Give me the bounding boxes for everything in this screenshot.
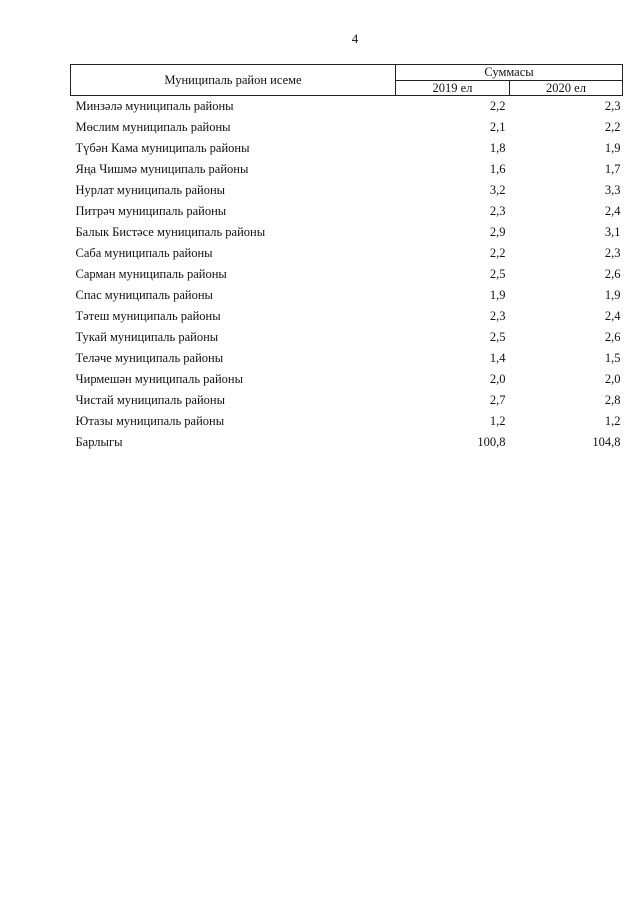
- table-row: [71, 117, 623, 138]
- district-name-header: Муниципаль район исеме: [71, 65, 396, 96]
- value-2020-cell: 1,2: [604, 414, 621, 428]
- table-row: [71, 285, 623, 306]
- value-2020-cell: 3,1: [604, 225, 621, 239]
- value-2019-cell: 2,9: [489, 225, 506, 239]
- value-2020-cell: 1,7: [604, 162, 621, 176]
- value-2019-cell: 2,0: [489, 372, 506, 386]
- value-2019-cell: 2,1: [489, 120, 506, 134]
- value-2020-cell: 2,6: [604, 267, 621, 281]
- value-2020-cell: 2,3: [604, 99, 621, 113]
- value-2019-cell: 2,7: [489, 393, 506, 407]
- total-row: [71, 432, 623, 453]
- value-2020-cell: 2,3: [604, 246, 621, 260]
- district-name-cell: Барлыгы: [75, 435, 123, 449]
- value-2020-cell: 104,8: [592, 435, 621, 449]
- value-2020-cell: 3,3: [604, 183, 621, 197]
- value-2019-cell: 1,9: [489, 288, 506, 302]
- district-name-cell: Минзәлә муниципаль районы: [75, 99, 234, 113]
- year-2019-header: 2019 ел: [396, 81, 510, 96]
- value-2019-cell: 3,2: [489, 183, 506, 197]
- table-row: [71, 222, 623, 243]
- value-2020-cell: 2,6: [604, 330, 621, 344]
- value-2019-cell: 1,2: [489, 414, 506, 428]
- table-row: [71, 201, 623, 222]
- district-name-cell: Чистай муниципаль районы: [75, 393, 225, 407]
- value-2020-cell: 2,0: [604, 372, 621, 386]
- table-row: [71, 96, 623, 118]
- district-name-cell: Тәтеш муниципаль районы: [75, 309, 221, 323]
- value-2020-cell: 2,4: [604, 309, 621, 323]
- district-name-cell: Мөслим муниципаль районы: [75, 120, 231, 134]
- value-2019-cell: 2,5: [489, 330, 506, 344]
- table-row: [71, 159, 623, 180]
- district-name-cell: Тукай муниципаль районы: [75, 330, 219, 344]
- value-2019-cell: 2,3: [489, 309, 506, 323]
- district-name-cell: Теләче муниципаль районы: [75, 351, 224, 365]
- district-name-cell: Чирмешән муниципаль районы: [75, 372, 243, 386]
- district-name-cell: Саба муниципаль районы: [75, 246, 213, 260]
- table-row: [71, 327, 623, 348]
- table-row: [71, 264, 623, 285]
- table-row: [71, 138, 623, 159]
- district-name-cell: Нурлат муниципаль районы: [75, 183, 226, 197]
- district-name-cell: Ютазы муниципаль районы: [75, 414, 225, 428]
- value-2019-cell: 1,4: [489, 351, 506, 365]
- value-2019-cell: 2,2: [489, 246, 506, 260]
- table-row: [71, 369, 623, 390]
- table-row: [71, 306, 623, 327]
- sum-header: Суммасы: [396, 65, 623, 81]
- table-row: [71, 243, 623, 264]
- year-2020-header: 2020 ел: [510, 81, 623, 96]
- value-2020-cell: 1,9: [604, 141, 621, 155]
- value-2019-cell: 2,3: [489, 204, 506, 218]
- value-2020-cell: 1,5: [604, 351, 621, 365]
- district-name-cell: Яңа Чишмә муниципаль районы: [75, 162, 249, 176]
- value-2019-cell: 2,5: [489, 267, 506, 281]
- value-2020-cell: 1,9: [604, 288, 621, 302]
- district-name-cell: Балык Бистәсе муниципаль районы: [75, 225, 266, 239]
- district-sums-table: [70, 64, 623, 453]
- value-2020-cell: 2,8: [604, 393, 621, 407]
- table-body: [71, 96, 623, 454]
- district-name-cell: Түбән Кама муниципаль районы: [75, 141, 250, 155]
- value-2019-cell: 1,6: [489, 162, 506, 176]
- district-name-cell: Сарман муниципаль районы: [75, 267, 227, 281]
- value-2019-cell: 1,8: [489, 141, 506, 155]
- value-2019-cell: 2,2: [489, 99, 506, 113]
- table-row: [71, 390, 623, 411]
- page-number: 4: [351, 31, 359, 46]
- value-2020-cell: 2,2: [604, 120, 621, 134]
- district-name-cell: Спас муниципаль районы: [75, 288, 213, 302]
- table-row: [71, 348, 623, 369]
- value-2019-cell: 100,8: [477, 435, 506, 449]
- value-2020-cell: 2,4: [604, 204, 621, 218]
- table-row: [71, 180, 623, 201]
- table-row: [71, 411, 623, 432]
- district-name-cell: Питрәч муниципаль районы: [75, 204, 227, 218]
